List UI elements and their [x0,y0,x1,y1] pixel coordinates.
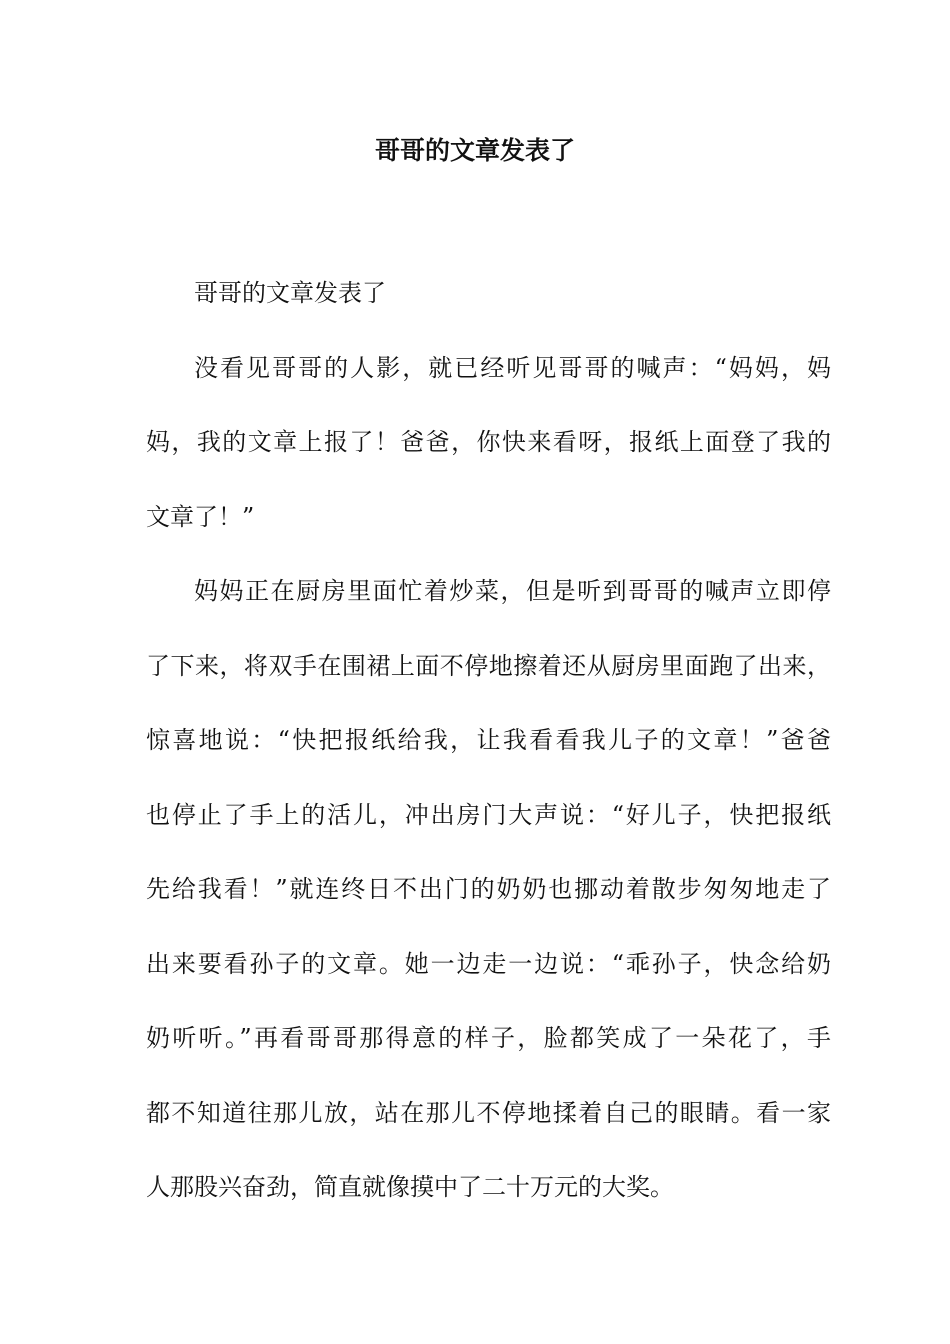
paragraph-1 [146,256,831,331]
paragraph-3-line-5: 先给我看！”就连终日不出门的奶奶也挪动着散步匆匆地走了 [146,875,831,903]
paragraph-3-line-9: 人那股兴奋劲，简直就像摸中了二十万元的大奖。 [146,1173,674,1201]
paragraph-3 [146,554,831,1225]
paragraph-2-line-2: 妈，我的文章上报了！爸爸，你快来看呀，报纸上面登了我的 [146,428,831,456]
document-body [146,256,831,1225]
paragraph-3-line-8: 都不知道往那儿放，站在那儿不停地揉着自己的眼睛。看一家 [146,1098,831,1127]
paragraph-3-line-6: 出来要看孙子的文章。她一边走一边说：“乖孙子，快念给奶 [146,949,831,978]
paragraph-3-line-3: 惊喜地说：“快把报纸给我，让我看看我儿子的文章！”爸爸 [146,726,831,754]
paragraph-3-line-2: 了下来，将双手在围裙上面不停地擦着还从厨房里面跑了出来， [146,651,831,680]
paragraph-2 [146,331,831,555]
paragraph-3-line-7: 奶听听。”再看哥哥那得意的样子，脸都笑成了一朵花了，手 [146,1024,831,1052]
paragraph-3-line-4: 也停止了手上的活儿，冲出房门大声说：“好儿子，快把报纸 [146,800,831,829]
paragraph-2-line-1: 没看见哥哥的人影，就已经听见哥哥的喊声：“妈妈，妈 [194,353,831,382]
paragraph-3-line-1: 妈妈正在厨房里面忙着炒菜，但是听到哥哥的喊声立即停 [194,577,831,605]
document-title: 哥哥的文章发表了 [374,136,575,165]
paragraph-1-line-1: 哥哥的文章发表了 [194,279,386,307]
paragraph-2-line-3: 文章了！” [146,502,255,531]
